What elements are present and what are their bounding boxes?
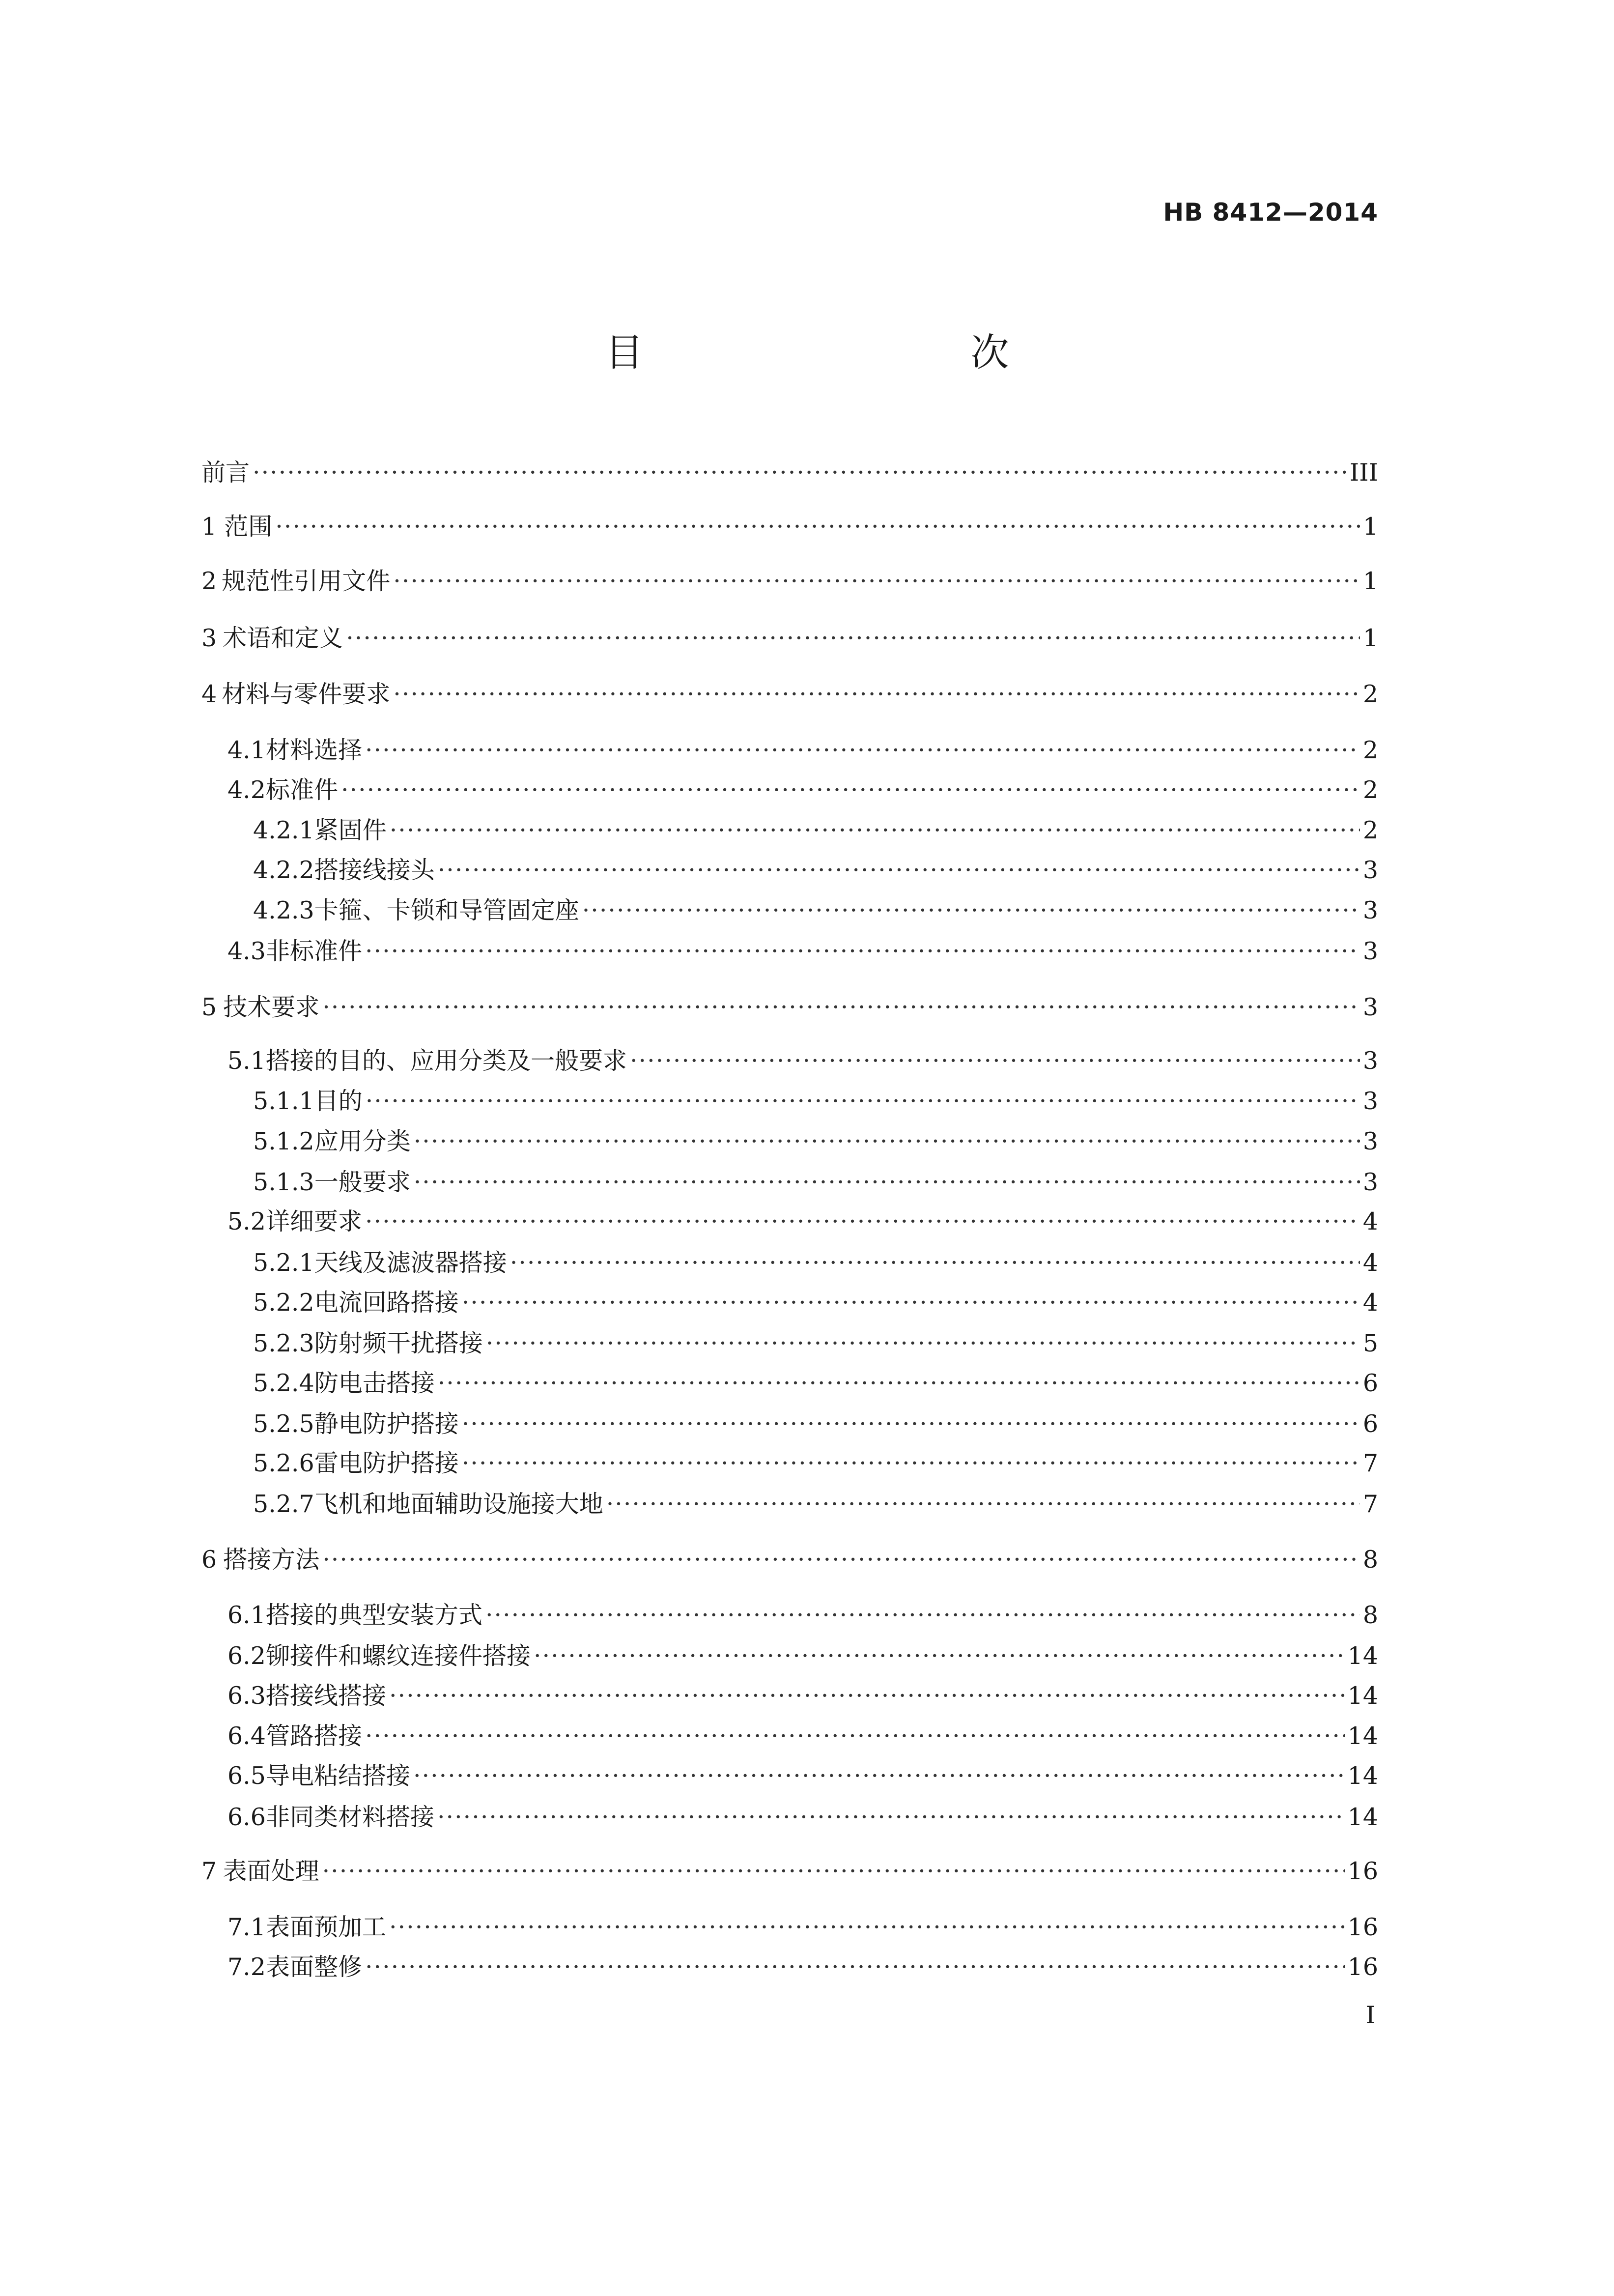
toc-entry-page: 1 — [1362, 513, 1378, 541]
toc-entry — [201, 1543, 1378, 1577]
toc-entry-title: 搭接的目的、应用分类及一般要求 — [265, 1047, 627, 1075]
toc-entry — [253, 1124, 1378, 1159]
toc-entry-title: 防射频干扰搭接 — [314, 1329, 483, 1357]
toc-leader-dots — [393, 677, 1360, 712]
toc-entry — [253, 1286, 1378, 1320]
document-code: HB 8412—2014 — [1163, 198, 1378, 227]
toc-leader-dots — [437, 1800, 1345, 1835]
toc-entry-title: 范围 — [224, 513, 273, 541]
toc-entry-page: 16 — [1347, 1913, 1378, 1941]
toc-entry — [253, 1487, 1378, 1521]
toc-entry-page: 3 — [1362, 993, 1378, 1021]
toc-entry — [227, 1598, 1378, 1633]
toc-leader-dots — [462, 1286, 1360, 1320]
toc-entry-page: 14 — [1347, 1803, 1378, 1831]
toc-leader-dots — [275, 510, 1360, 544]
toc-entry-title: 非标准件 — [265, 937, 362, 965]
toc-entry-number: 5.1.3 — [253, 1168, 314, 1196]
toc-entry — [227, 1719, 1378, 1753]
toc-entry-page: III — [1349, 459, 1378, 487]
toc-entry-title: 一般要求 — [314, 1168, 411, 1196]
toc-entry-number: 6.5 — [227, 1762, 266, 1790]
toc-entry — [227, 1800, 1378, 1835]
toc-entry-number: 4.2.2 — [253, 856, 314, 884]
toc-entry-number: 5.2.6 — [253, 1449, 314, 1477]
toc-entry-number: 3 — [201, 624, 217, 652]
toc-entry — [253, 853, 1378, 888]
toc-entry-number: 7.1 — [227, 1913, 266, 1941]
toc-leader-dots — [414, 1165, 1360, 1200]
toc-entry-number: 5.1.1 — [253, 1087, 314, 1115]
toc-entry-title: 静电防护搭接 — [314, 1410, 459, 1438]
toc-entry-number: 6 — [201, 1546, 217, 1574]
toc-entry-page: 5 — [1362, 1329, 1378, 1357]
toc-entry — [227, 934, 1378, 969]
toc-entry-page: 1 — [1362, 624, 1378, 652]
toc-entry-page: 16 — [1347, 1953, 1378, 1981]
toc-leader-dots — [462, 1407, 1360, 1441]
toc-entry — [253, 1366, 1378, 1401]
toc-leader-dots — [413, 1759, 1345, 1793]
toc-entry-title: 材料选择 — [265, 736, 362, 764]
toc-entry-page: 3 — [1362, 896, 1378, 924]
toc-entry — [227, 1759, 1378, 1793]
toc-leader-dots — [582, 893, 1360, 928]
toc-entry-title: 飞机和地面辅助设施接大地 — [314, 1490, 603, 1518]
toc-entry — [227, 1205, 1378, 1239]
toc-entry-number: 7.2 — [227, 1953, 266, 1981]
toc-entry-page: 3 — [1362, 1127, 1378, 1155]
toc-entry-title: 雷电防护搭接 — [314, 1449, 459, 1477]
toc-entry-number: 2 — [201, 567, 217, 595]
toc-leader-dots — [486, 1326, 1360, 1361]
toc-entry — [253, 1407, 1378, 1441]
toc-entry-number: 4 — [201, 680, 217, 708]
toc-entry-title: 搭接线接头 — [314, 856, 435, 884]
toc-leader-dots — [322, 990, 1360, 1025]
toc-entry-page: 14 — [1347, 1682, 1378, 1710]
toc-entry-number: 4.3 — [227, 937, 266, 965]
toc-entry-page: 16 — [1347, 1857, 1378, 1885]
toc-entry-title: 详细要求 — [265, 1207, 362, 1235]
toc-leader-dots — [630, 1044, 1360, 1078]
toc-entry-title: 材料与零件要求 — [222, 680, 391, 708]
toc-leader-dots — [365, 733, 1360, 768]
toc-entry-number: 4.1 — [227, 736, 266, 764]
toc-entry-number: 5.2.1 — [253, 1249, 314, 1277]
toc-leader-dots — [365, 1205, 1360, 1239]
toc-entry — [201, 564, 1378, 599]
toc-entry — [201, 1854, 1378, 1889]
toc-entry — [253, 1084, 1378, 1119]
toc-entry-title: 技术要求 — [223, 993, 320, 1021]
toc-entry-title: 规范性引用文件 — [222, 567, 391, 595]
toc-entry-number: 5.2.7 — [253, 1490, 314, 1518]
toc-entry — [201, 510, 1378, 544]
toc-leader-dots — [389, 1679, 1345, 1713]
toc-entry-title: 电流回路搭接 — [314, 1289, 459, 1317]
toc-entry-page: 1 — [1362, 567, 1378, 595]
toc-leader-dots — [389, 1910, 1345, 1945]
toc-entry-number: 5.2.2 — [253, 1289, 314, 1317]
toc-entry-page: 3 — [1362, 856, 1378, 884]
toc-title: 目 次 — [605, 331, 1093, 375]
toc-entry-number: 5.1 — [227, 1047, 266, 1075]
toc-entry — [227, 773, 1378, 807]
toc-entry-title: 应用分类 — [314, 1127, 411, 1155]
toc-leader-dots — [462, 1446, 1360, 1481]
toc-leader-dots — [365, 1719, 1345, 1753]
toc-entry-page: 2 — [1362, 680, 1378, 708]
toc-leader-dots — [438, 853, 1360, 888]
toc-entry-title: 表面整修 — [265, 1953, 362, 1981]
toc-leader-dots — [414, 1124, 1360, 1159]
toc-entry-number: 5.2.5 — [253, 1410, 314, 1438]
toc-entry-page: 14 — [1347, 1722, 1378, 1750]
toc-entry-page: 3 — [1362, 937, 1378, 965]
toc-entry-title: 防电击搭接 — [314, 1369, 435, 1397]
toc-entry-page: 3 — [1362, 1047, 1378, 1075]
toc-leader-dots — [390, 813, 1360, 848]
toc-entry-page: 7 — [1362, 1449, 1378, 1477]
toc-entry — [227, 733, 1378, 768]
toc-entry-title: 卡箍、卡锁和导管固定座 — [314, 896, 579, 924]
toc-leader-dots — [322, 1854, 1345, 1889]
toc-entry-page: 2 — [1362, 816, 1378, 844]
toc-entry-title: 术语和定义 — [223, 624, 343, 652]
toc-entry-title: 前言 — [201, 459, 250, 487]
toc-entry — [253, 813, 1378, 848]
toc-entry-number: 5.2.4 — [253, 1369, 314, 1397]
toc-entry-title: 非同类材料搭接 — [265, 1803, 434, 1831]
toc-entry-number: 5.2.3 — [253, 1329, 314, 1357]
toc-entry-page: 8 — [1362, 1546, 1378, 1574]
toc-leader-dots — [606, 1487, 1360, 1521]
toc-entry-page: 14 — [1347, 1762, 1378, 1790]
toc-entry-number: 4.2 — [227, 776, 266, 804]
toc-entry — [227, 1044, 1378, 1078]
toc-entry-title: 紧固件 — [314, 816, 387, 844]
toc-leader-dots — [322, 1543, 1360, 1577]
toc-entry-number: 4.2.1 — [253, 816, 314, 844]
toc-entry-title: 天线及滤波器搭接 — [314, 1249, 507, 1277]
toc-entry-page: 3 — [1362, 1087, 1378, 1115]
toc-entry — [227, 1639, 1378, 1673]
toc-leader-dots — [510, 1246, 1360, 1280]
toc-entry — [253, 1246, 1378, 1280]
toc-entry-title: 表面处理 — [223, 1857, 319, 1885]
toc-entry — [253, 1446, 1378, 1481]
toc-entry-page: 4 — [1362, 1207, 1378, 1235]
toc-entry — [201, 621, 1378, 656]
toc-entry-title: 铆接件和螺纹连接件搭接 — [265, 1642, 531, 1670]
toc-entry-page: 7 — [1362, 1490, 1378, 1518]
toc-entry — [253, 1326, 1378, 1361]
toc-entry-page: 8 — [1362, 1601, 1378, 1629]
toc-entry-title: 管路搭接 — [265, 1722, 362, 1750]
toc-entry-page: 2 — [1362, 736, 1378, 764]
toc-entry-title: 表面预加工 — [265, 1913, 386, 1941]
toc-entry-page: 6 — [1362, 1410, 1378, 1438]
toc-leader-dots — [365, 1950, 1345, 1984]
toc-entry-title: 目的 — [314, 1087, 363, 1115]
toc-entry-number: 1 — [201, 513, 217, 541]
toc-entry-page: 14 — [1347, 1642, 1378, 1670]
toc-entry — [201, 990, 1378, 1025]
toc-leader-dots — [393, 564, 1360, 599]
toc-entry-number: 4.2.3 — [253, 896, 314, 924]
toc-entry-page: 2 — [1362, 776, 1378, 804]
toc-entry — [201, 456, 1378, 490]
toc-entry — [227, 1950, 1378, 1984]
toc-entry — [227, 1679, 1378, 1713]
toc-entry-page: 4 — [1362, 1289, 1378, 1317]
toc-leader-dots — [341, 773, 1360, 807]
toc-entry-title: 导电粘结搭接 — [265, 1762, 410, 1790]
toc-entry — [227, 1910, 1378, 1945]
toc-leader-dots — [485, 1598, 1360, 1633]
toc-entry — [253, 893, 1378, 928]
toc-leader-dots — [366, 1084, 1360, 1119]
toc-entry — [253, 1165, 1378, 1200]
toc-entry-title: 搭接线搭接 — [265, 1682, 386, 1710]
toc-entry-number: 6.1 — [227, 1601, 266, 1629]
toc-leader-dots — [534, 1639, 1345, 1673]
toc-entry-page: 3 — [1362, 1168, 1378, 1196]
toc-entry-number: 5.1.2 — [253, 1127, 314, 1155]
page-number: I — [1365, 2001, 1375, 2029]
toc-entry-title: 搭接方法 — [223, 1546, 320, 1574]
toc-leader-dots — [438, 1366, 1360, 1401]
toc-entry — [201, 677, 1378, 712]
toc-leader-dots — [346, 621, 1360, 656]
toc-entry-number: 7 — [201, 1857, 217, 1885]
toc-leader-dots — [253, 456, 1347, 490]
toc-leader-dots — [365, 934, 1360, 969]
toc-entry-number: 6.3 — [227, 1682, 266, 1710]
toc-entry-number: 6.4 — [227, 1722, 266, 1750]
toc-entry-number: 6.2 — [227, 1642, 266, 1670]
toc-entry-number: 5 — [201, 993, 217, 1021]
toc-entry-number: 6.6 — [227, 1803, 266, 1831]
toc-entry-title: 标准件 — [265, 776, 338, 804]
toc-entry-page: 4 — [1362, 1249, 1378, 1277]
toc-entry-page: 6 — [1362, 1369, 1378, 1397]
toc-entry-title: 搭接的典型安装方式 — [265, 1601, 482, 1629]
toc-entry-number: 5.2 — [227, 1207, 266, 1235]
